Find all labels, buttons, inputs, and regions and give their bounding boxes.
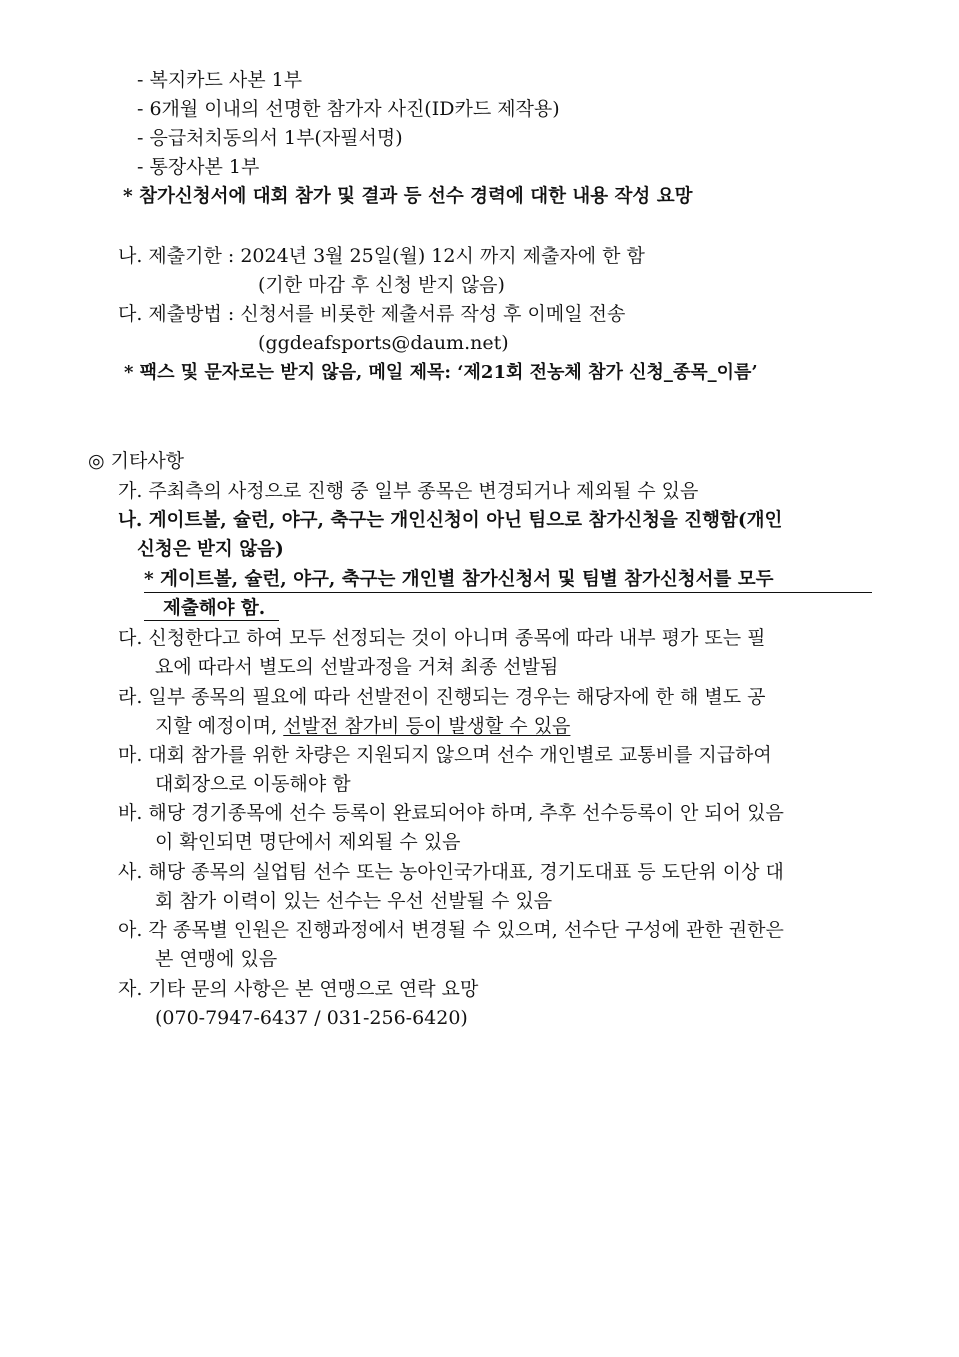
deadline-note: (기한 마감 후 신청 받지 않음) [258,274,505,296]
etc-item-na-note1: * 게이트볼, 슐런, 야구, 축구는 개인별 참가신청서 및 팀별 참가신청서를 모두 [144,569,774,590]
etc-item-ja-line1: 자. 기타 문의 사항은 본 연맹으로 연락 요망 [118,978,479,1000]
na-note-underline-2 [144,620,279,621]
etc-item-ga: 가. 주최측의 사정으로 진행 중 일부 종목은 변경되거나 제외될 수 있음 [118,480,699,502]
ra-line2-underlined: 선발전 참가비 등이 발생할 수 있음 [283,715,571,737]
etc-item-ra-line1: 라. 일부 종목의 필요에 따라 선발전이 진행되는 경우는 해당자에 한 해 별도 공 [118,686,766,708]
etc-item-ra-line2 [155,713,570,739]
etc-item-na-line2: 신청은 받지 않음) [137,539,284,560]
doc-item-welfare-card: - 복지카드 사본 1부 [137,69,303,91]
doc-item-first-aid-consent: - 응급처치동의서 1부(자필서명) [137,127,403,149]
etc-item-sa-line1: 사. 해당 종목의 실업팀 선수 또는 농아인국가대표, 경기도대표 등 도단위 이상 대 [118,861,784,883]
etc-item-ma-line1: 마. 대회 참가를 위한 차량은 지원되지 않으며 선수 개인별로 교통비를 지급하여 [118,744,772,766]
etc-item-sa-line2: 회 참가 이력이 있는 선수는 우선 선발될 수 있음 [155,890,553,912]
method-line: 다. 제출방법 : 신청서를 비롯한 제출서류 작성 후 이메일 전송 [118,303,626,325]
etc-item-na-note2: 제출해야 함. [163,598,266,619]
ra-line2-plain: 지할 예정이며, [155,715,284,737]
etc-item-a-line1: 아. 각 종목별 인원은 진행과정에서 변경될 수 있으며, 선수단 구성에 관한 권한은 [118,919,784,941]
etc-heading: ◎ 기타사항 [88,450,185,472]
etc-item-ba-line1: 바. 해당 경기종목에 선수 등록이 완료되어야 하며, 추후 선수등록이 안 되어 있음 [118,802,784,824]
etc-item-a-line2: 본 연맹에 있음 [155,948,278,970]
na-note-underline-1 [144,592,872,593]
method-note: * 팩스 및 문자로는 받지 않음, 메일 제목: ‘제21회 전농체 참가 신청_종목_이름’ [124,362,758,383]
doc-item-photo: - 6개월 이내의 선명한 참가자 사진(ID카드 제작용) [137,98,560,120]
documents-note: * 참가신청서에 대회 참가 및 결과 등 선수 경력에 대한 내용 작성 요망 [123,186,693,207]
contact-phone-numbers: (070-7947-6437 / 031-256-6420) [155,1007,468,1029]
method-email: (ggdeafsports@daum.net) [258,332,509,354]
etc-item-da-line1: 다. 신청한다고 하여 모두 선정되는 것이 아니며 종목에 따라 내부 평가 또는 필 [118,627,766,649]
etc-item-ma-line2: 대회장으로 이동해야 함 [155,773,351,795]
etc-item-na-line1: 나. 게이트볼, 슐런, 야구, 축구는 개인신청이 아닌 팀으로 참가신청을 진행함(개인 [118,510,783,531]
etc-item-da-line2: 요에 따라서 별도의 선발과정을 거쳐 최종 선발됨 [155,656,559,678]
deadline-line: 나. 제출기한 : 2024년 3월 25일(월) 12시 까지 제출자에 한 함 [118,245,645,267]
etc-item-ba-line2: 이 확인되면 명단에서 제외될 수 있음 [155,831,461,853]
doc-item-bankbook: - 통장사본 1부 [137,156,260,178]
